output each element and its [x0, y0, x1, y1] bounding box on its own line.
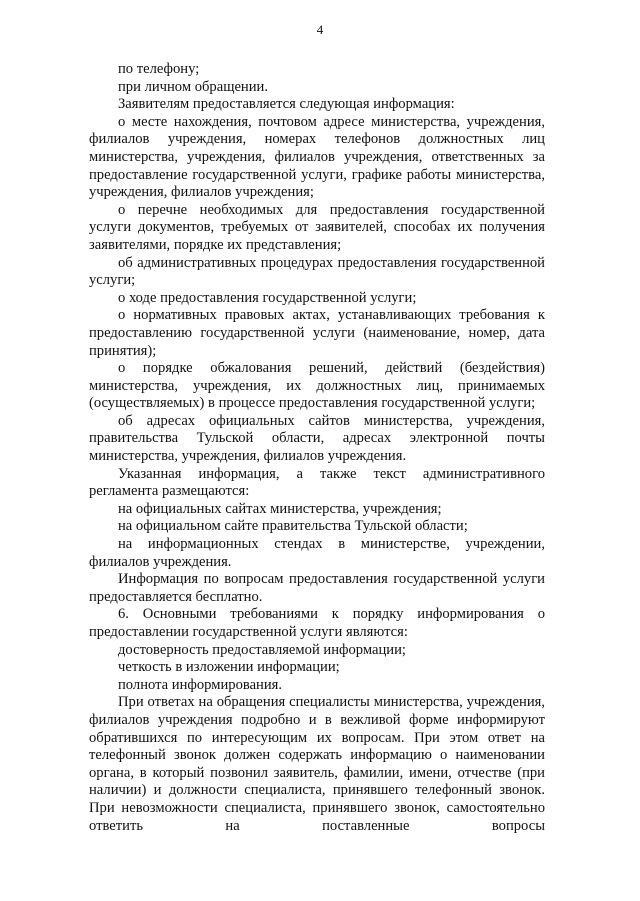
paragraph: полнота информирования. [118, 676, 283, 693]
paragraph: об административных процедурах предоставления государственной услуги; [89, 254, 545, 289]
paragraph: 6. Основными требованиями к порядку информирования о предоставлении государственной услуги являются: [89, 606, 545, 640]
paragraph: об адресах официальных сайтов министерства, учреждения, правительства Тульской области, адресах электронной почты министерства, учреждения, филиалов учреждения. [89, 412, 545, 465]
paragraph: о нормативных правовых актах, устанавливающих требования к предоставлению государственной услуги (наименование, номер, дата принятия); [89, 307, 545, 359]
paragraph: Информация по вопросам предоставления государственной услуги предоставляется бесплатно. [89, 571, 545, 605]
paragraph: по телефону; [118, 61, 200, 77]
paragraph: при личном обращении. [118, 78, 268, 95]
paragraph: четкость в изложении информации; [118, 659, 340, 676]
page-number: 4 [316, 22, 324, 37]
paragraph: о месте нахождения, почтовом адресе министерства, учреждения, филиалов учреждения, номерах телефонов должностных лиц министерства, учреждения, филиалов учреждения, ответственных за предоставление государственной услуги, графике работы министерства, учреждения, филиалов учреждения; [89, 113, 545, 201]
paragraph: Заявителям предоставляется следующая информация: [118, 96, 455, 113]
paragraph: на официальном сайте правительства Тульской области; [118, 518, 468, 535]
paragraph: о перечне необходимых для предоставления государственной услуги документов, требуемых от заявителей, способах их получения заявителями, порядке их представления; [89, 201, 545, 253]
document-body [89, 61, 545, 835]
paragraph: о ходе предоставления государственной услуги; [118, 289, 417, 306]
paragraph: о порядке обжалования решений, действий (бездействия) министерства, учреждения, их должностных лиц, принимаемых (осуществляемых) в процессе предоставления государственной услуги; [89, 360, 545, 412]
paragraph: на официальных сайтах министерства, учреждения; [118, 500, 442, 517]
paragraph: достоверность предоставляемой информации; [118, 641, 406, 658]
paragraph: на информационных стендах в министерстве, учреждении, филиалов учреждения. [89, 536, 545, 570]
paragraph: При ответах на обращения специалисты министерства, учреждения, филиалов учреждения подробно и в вежливой форме информируют обратившихся по интересующим их вопросам. При этом ответ на телефонный звонок должен содержать информацию о наименовании органа, в который позвонил заявитель, фамилии, имени, отчестве (при наличии) и должности специалиста, принявшего телефонный звонок. При невозможности специалиста, принявшего звонок, самостоятельно ответить на поставленные вопросы [89, 694, 545, 834]
paragraph: Указанная информация, а также текст административного регламента размещаются: [89, 465, 545, 500]
